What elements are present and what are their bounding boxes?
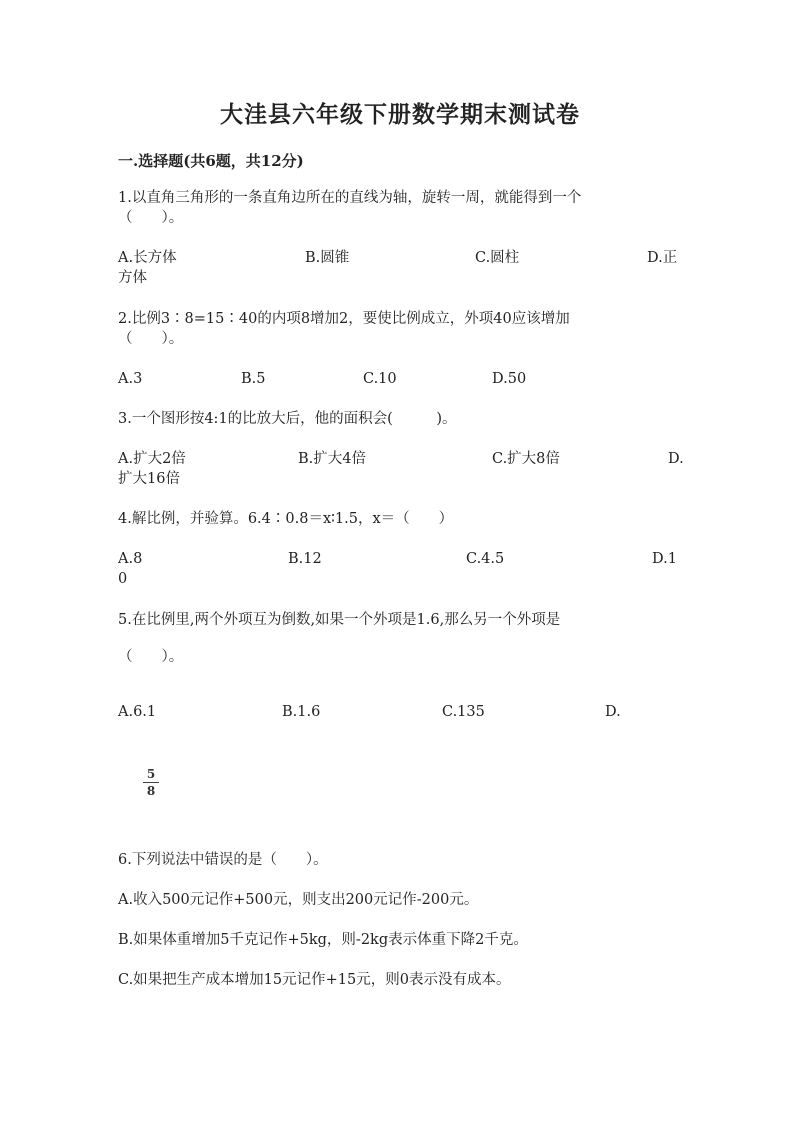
question-2-option-c: C.10 — [363, 371, 397, 387]
question-4-option-d: D.1 — [652, 551, 677, 567]
question-3-option-d: D. — [668, 451, 684, 467]
question-4-option-a: A.8 — [118, 551, 143, 567]
question-1-option-d: D.正 — [647, 250, 678, 266]
page-title: 大洼县六年级下册数学期末测试卷 — [220, 101, 580, 128]
question-5-fraction — [143, 767, 159, 798]
question-1-option-b: B.圆锥 — [305, 250, 350, 266]
fraction-bar — [143, 782, 159, 783]
question-3-option-b: B.扩大4倍 — [298, 451, 366, 467]
question-5-blank: （ ）。 — [118, 649, 184, 665]
question-6-option-b: B.如果体重增加5千克记作+5kg，则-2kg表示体重下降2千克。 — [118, 932, 528, 948]
fraction-denominator: 8 — [146, 784, 156, 798]
question-1-option-d-wrap: 方体 — [118, 270, 147, 286]
question-1-option-a: A.长方体 — [118, 250, 177, 266]
question-3-option-c: C.扩大8倍 — [492, 451, 560, 467]
question-2-blank: （ ）。 — [118, 331, 184, 347]
question-5-text: 5.在比例里,两个外项互为倒数,如果一个外项是1.6,那么另一个外项是 — [118, 612, 561, 628]
question-2-option-a: A.3 — [118, 371, 143, 387]
question-6-option-a: A.收入500元记作+500元，则支出200元记作-200元。 — [118, 892, 479, 908]
question-4-option-c: C.4.5 — [466, 551, 505, 567]
fraction-numerator: 5 — [146, 767, 156, 781]
question-3-text: 3.一个图形按4:1的比放大后，他的面积会( )。 — [118, 411, 457, 427]
question-5-option-b: B.1.6 — [282, 704, 321, 720]
question-4-option-d-wrap: 0 — [118, 571, 128, 587]
question-3-option-a: A.扩大2倍 — [118, 451, 186, 467]
question-4-text: 4.解比例，并验算。6.4∶0.8＝x∶1.5，x＝（ ） — [118, 511, 454, 527]
question-5-option-c: C.135 — [442, 704, 485, 720]
question-4-option-b: B.12 — [288, 551, 322, 567]
question-1-blank: （ ）。 — [118, 210, 184, 226]
question-3-option-d-wrap: 扩大16倍 — [118, 471, 180, 487]
question-2-option-d: D.50 — [492, 371, 527, 387]
question-1-text: 1.以直角三角形的一条直角边所在的直线为轴，旋转一周，就能得到一个 — [118, 190, 582, 206]
question-5-option-d: D. — [605, 704, 621, 720]
question-1-option-c: C.圆柱 — [475, 250, 520, 266]
question-2-option-b: B.5 — [241, 371, 266, 387]
question-6-option-c: C.如果把生产成本增加15元记作+15元，则0表示没有成本。 — [118, 972, 511, 988]
question-5-option-a: A.6.1 — [118, 704, 157, 720]
section-heading: 一.选择题(共6题，共12分) — [118, 152, 304, 170]
question-6-text: 6.下列说法中错误的是（ ）。 — [118, 852, 328, 868]
question-2-text: 2.比例3∶8=15∶40的内项8增加2，要使比例成立，外项40应该增加 — [118, 311, 570, 327]
